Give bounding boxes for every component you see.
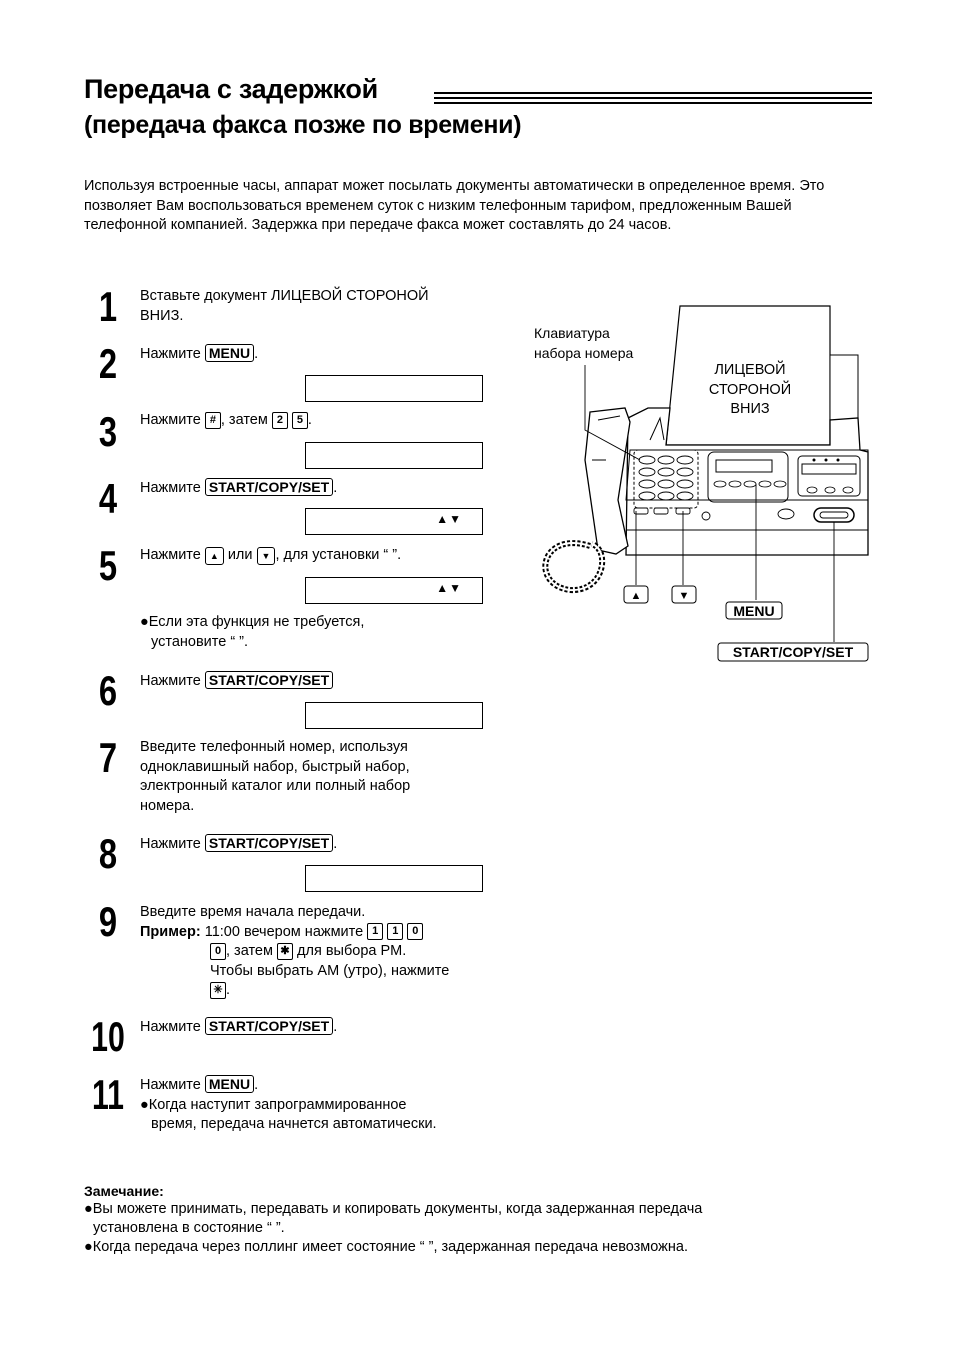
step-text-line: Чтобы выбрать AM (утро), нажмите [210,962,450,979]
step-number: 4 [98,475,118,522]
up-arrow-icon: ▲ [630,590,642,602]
step-number: 9 [98,898,118,945]
bullet-line: время, передача начнется автоматически. [151,1116,437,1132]
digit-1-key: 1 [367,923,383,940]
hash-key: # [205,412,221,429]
step-number: 7 [98,734,118,781]
menu-key: MENU [205,344,254,362]
fax-machine-illustration [530,300,890,680]
page-subtitle: (передача факса позже по времени) [84,111,522,139]
step-text-line [140,1075,437,1096]
up-arrow-key: ▲ [205,547,224,565]
step-number: 10 [91,1013,125,1060]
step-text-line [140,981,449,1001]
handset [585,408,630,554]
step-text: Нажмите [140,346,205,362]
step-text: Нажмите [140,412,205,428]
step-text: или [223,547,257,563]
step-3-text [140,411,312,431]
step-4-text [140,478,337,499]
step-number: 8 [98,830,118,877]
note-heading: Замечание: [84,1183,164,1199]
step-text: . [254,346,259,362]
step-text: , для установки “ ”. [275,547,402,563]
menu-key: MENU [205,1075,254,1093]
step-text-line: Вставьте документ ЛИЦЕВОЙ СТОРОНОЙ [140,288,429,304]
step-10-text [140,1017,337,1038]
step-text: . [333,1019,338,1035]
step-5-text [140,546,401,566]
keypad-label: Клавиатура [534,325,610,341]
start-copy-set-key: START/COPY/SET [205,834,333,852]
digit-5-key: 5 [292,412,308,429]
start-copy-set-key-label: START/COPY/SET [732,644,854,660]
step-8-text [140,834,337,855]
step-text-line: Введите телефонный номер, используя [140,739,408,755]
bullet-line: ●Если эта функция не требуется, [140,614,365,630]
step-text: , затем [226,943,277,959]
intro-text: Используя встроенные часы, аппарат может посылать документы автоматически в определенное время. Это позволяет Вам воспользоваться временем суток с низким телефонным тарифом, предложенным Вашей телефонной компанией. Задержка при передаче факса может составлять до 24 часов. [84,178,825,233]
lcd-display [305,577,483,604]
up-down-arrows-icon: ▲▼ [436,512,462,526]
up-down-arrows-icon: ▲▼ [436,581,462,595]
start-copy-set-key: START/COPY/SET [205,1017,333,1035]
step-9-text [140,903,449,1001]
step-text-line: номера. [140,797,195,814]
step-text: Нажмите [140,547,205,563]
note-item: ●Когда передача через поллинг имеет состояние “ ”, задержанная передача невозможна. [84,1239,688,1255]
step-text: . [254,1077,259,1093]
down-arrow-key: ▼ [257,547,276,565]
step-text: . [333,836,338,852]
keypad-label: набора номера [534,345,634,361]
digit-2-key: 2 [272,412,288,429]
menu-key-label: MENU [733,603,775,619]
step-11-text [140,1075,437,1135]
step-text: . [333,480,338,496]
digit-0-key: 0 [407,923,423,940]
digit-1-key: 1 [387,923,403,940]
title-rule [434,97,872,99]
note-item: ●Вы можете принимать, передавать и копировать документы, когда задержанная передача [84,1201,703,1217]
step-number: 2 [98,340,118,387]
doc-label: ЛИЦЕВОЙ [714,362,786,378]
lcd-display [305,375,483,402]
example-label: Пример: [140,923,201,940]
page-title: Передача с задержкой [84,74,378,104]
doc-label: СТОРОНОЙ [708,382,792,398]
step-text: для выбора PM. [293,943,407,959]
step-text: . [226,982,231,998]
step-text: Нажмите [140,1077,205,1093]
step-text: 11:00 вечером нажмите [200,923,368,940]
lcd-display [305,442,483,469]
step-text: Нажмите [140,673,205,689]
lcd-display [305,508,483,535]
step-5-bullet [140,613,364,652]
star-key: ✳ [210,982,226,999]
digit-0-key: 0 [210,943,226,960]
step-text: . [307,412,312,428]
step-text-line [140,942,449,962]
step-text-line [140,923,449,943]
step-number: 6 [98,667,118,714]
step-text: Нажмите [140,1019,205,1035]
title-rule [434,92,872,94]
step-text: , затем [220,412,272,428]
step-text: Нажмите [140,836,205,852]
start-copy-set-key: START/COPY/SET [205,478,333,496]
start-copy-set-key: START/COPY/SET [205,671,333,689]
step-text-line: одноклавишный набор, быстрый набор, [140,758,410,775]
step-7-text [140,738,410,816]
step-number: 3 [98,408,118,455]
star-key: ✱ [277,943,293,960]
lcd-display [305,702,483,729]
step-2-text [140,344,258,365]
step-text-line: электронный каталог или полный набор [140,778,411,794]
step-number: 1 [98,283,118,330]
title-rule [434,102,872,104]
note-item: установлена в состояние “ ”. [93,1220,285,1236]
lcd-display [305,865,483,892]
doc-label: ВНИЗ [730,401,770,417]
bullet-line: ●Когда наступит запрограммированное [140,1096,407,1113]
step-6-text [140,671,333,692]
step-text-line: Введите время начала передачи. [140,904,366,920]
step-text: Нажмите [140,480,205,496]
step-number: 11 [92,1071,124,1118]
down-arrow-icon: ▼ [678,590,690,602]
step-number: 5 [98,542,118,589]
bullet-line: установите “ ”. [151,633,249,650]
step-1-text [140,287,429,326]
step-text-line: ВНИЗ. [140,307,184,324]
